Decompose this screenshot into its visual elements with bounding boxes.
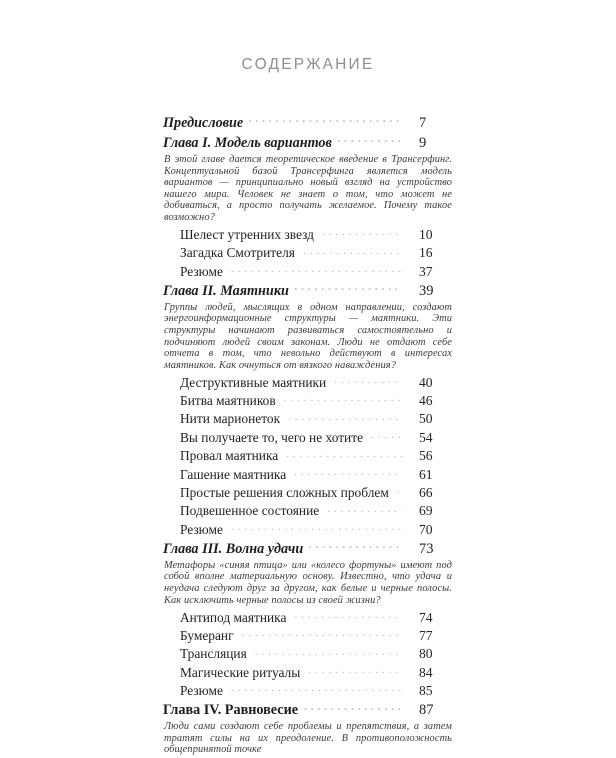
toc-entry-row[interactable] — [180, 428, 453, 446]
toc-entry-row[interactable] — [180, 465, 453, 483]
toc-entry-row[interactable] — [180, 608, 453, 626]
page-number: 46 — [419, 393, 433, 409]
toc-chapter-row[interactable] — [163, 133, 453, 153]
toc-entry-row[interactable] — [180, 502, 453, 520]
dot-leader — [294, 608, 402, 621]
entry-title: Шелест утренних звезд — [180, 226, 314, 242]
dot-leader — [255, 645, 402, 658]
page-number: 80 — [419, 646, 433, 662]
toc-entry-row[interactable] — [180, 682, 453, 700]
dot-leader — [327, 502, 402, 515]
page-number: 7 — [419, 115, 427, 132]
chapter-title: Предисловие — [163, 115, 244, 132]
dot-leader — [303, 244, 402, 257]
chapter-title: Глава II. Маятники — [163, 282, 289, 299]
toc-chapter-row[interactable] — [163, 113, 453, 133]
chapter-title: Глава IV. Равновесие — [163, 702, 299, 719]
entry-title: Вы получаете то, чего не хотите — [180, 429, 364, 445]
dot-leader — [308, 663, 402, 676]
toc-entry-row[interactable] — [180, 226, 453, 244]
dot-leader — [249, 113, 402, 127]
entry-title: Резюме — [180, 263, 223, 279]
entry-title: Деструктивные маятники — [180, 374, 327, 390]
toc-entry-row[interactable] — [180, 627, 453, 645]
page-title: СОДЕРЖАНИЕ — [241, 56, 375, 73]
toc-entry-row[interactable] — [180, 392, 453, 410]
entry-title: Резюме — [180, 521, 223, 537]
page-number: 50 — [419, 411, 433, 427]
toc-entry-row[interactable] — [180, 373, 453, 391]
dot-leader — [231, 520, 402, 533]
page-number: 16 — [419, 245, 433, 261]
entry-title: Простые решения сложных проблем — [180, 485, 389, 501]
page-number: 70 — [419, 521, 433, 537]
page-number: 10 — [419, 226, 433, 242]
toc-chapter-row[interactable] — [163, 281, 453, 301]
toc-entry-row[interactable] — [180, 447, 453, 465]
page-number: 87 — [419, 702, 434, 719]
entry-title: Трансляция — [180, 646, 247, 662]
page-number: 37 — [419, 263, 433, 279]
entry-title: Нити марионеток — [180, 411, 281, 427]
dot-leader — [284, 392, 402, 405]
dot-leader — [334, 373, 402, 386]
entry-title: Антипод маятника — [180, 609, 287, 625]
toc-entry-row[interactable] — [180, 410, 453, 428]
chapter-description: Группы людей, мыслящих в одном направлении, создают энергоинформационные структуры — маятники. Эти структуры начинают развиваться самостоятельно и подчиняют людей своим законам. Люди не отдают себе отчета в том, что невольно действуют в интересах маятников. Как очнуться от вязкого наваждения? — [164, 301, 452, 371]
page-number: 77 — [419, 627, 433, 643]
dot-leader — [286, 447, 402, 460]
dot-leader — [304, 700, 402, 714]
table-of-contents — [163, 113, 453, 758]
entry-title: Подвешенное состояние — [180, 503, 320, 519]
entry-title: Гашение маятника — [180, 466, 287, 482]
entry-title: Провал маятника — [180, 448, 279, 464]
entry-title: Загадка Смотрителя — [180, 245, 295, 261]
dot-leader — [295, 281, 402, 295]
page-number: 73 — [419, 541, 434, 557]
page-number: 39 — [419, 282, 434, 299]
entry-title: Резюме — [180, 683, 223, 699]
page-number: 61 — [419, 466, 433, 482]
page-number: 85 — [419, 683, 433, 699]
dot-leader — [309, 539, 402, 553]
entry-title: Битва маятников — [180, 393, 276, 409]
toc-entry-row[interactable] — [180, 663, 453, 681]
toc-chapter-row[interactable] — [163, 700, 453, 720]
toc-chapter-row[interactable] — [163, 539, 453, 559]
chapter-description: Метафоры «синяя птица» или «колесо фортуны» имеют под собой вполне материальную основу. Известно, что удача и неудача следуют друг за другом, как белые и черные полосы. Как исключить черные полосы из своей жизни? — [164, 559, 452, 606]
dot-leader — [322, 226, 402, 239]
chapter-description: Люди сами создают себе проблемы и препятствия, а затем тратят силы на их преодоление. В противоположность общепринятой точке — [164, 721, 452, 756]
chapter-title: Глава III. Волна удачи — [163, 541, 304, 557]
page-number: 69 — [419, 503, 433, 519]
dot-leader — [371, 428, 402, 441]
toc-entry-row[interactable] — [180, 244, 453, 262]
page-number: 84 — [419, 664, 433, 680]
page-number: 40 — [419, 374, 433, 390]
dot-leader — [242, 627, 402, 640]
page-number: 54 — [419, 429, 433, 445]
entry-title: Магические ритуалы — [180, 664, 301, 680]
entry-title: Бумеранг — [180, 627, 234, 643]
toc-entry-row[interactable] — [180, 262, 453, 280]
chapter-title: Глава I. Модель вариантов — [163, 135, 332, 152]
toc-entry-row[interactable] — [180, 520, 453, 538]
dot-leader — [294, 465, 402, 478]
page-number: 74 — [419, 609, 433, 625]
dot-leader — [338, 133, 402, 147]
dot-leader — [397, 484, 402, 497]
toc-entry-row[interactable] — [180, 645, 453, 663]
dot-leader — [231, 682, 402, 695]
toc-entry-row[interactable] — [180, 484, 453, 502]
dot-leader — [231, 262, 402, 275]
page-number: 56 — [419, 448, 433, 464]
page-number: 66 — [419, 485, 433, 501]
dot-leader — [288, 410, 402, 423]
chapter-description: В этой главе дается теоретическое введение в Трансерфинг. Концептуальной базой Трансерфинга является модель вариантов — принципиально новый взгляд на устройство нашего мира. Человек не знает о том, что может не добиваться, а просто получать желаемое. Почему такое возможно? — [164, 154, 452, 223]
page-number: 9 — [419, 135, 427, 152]
